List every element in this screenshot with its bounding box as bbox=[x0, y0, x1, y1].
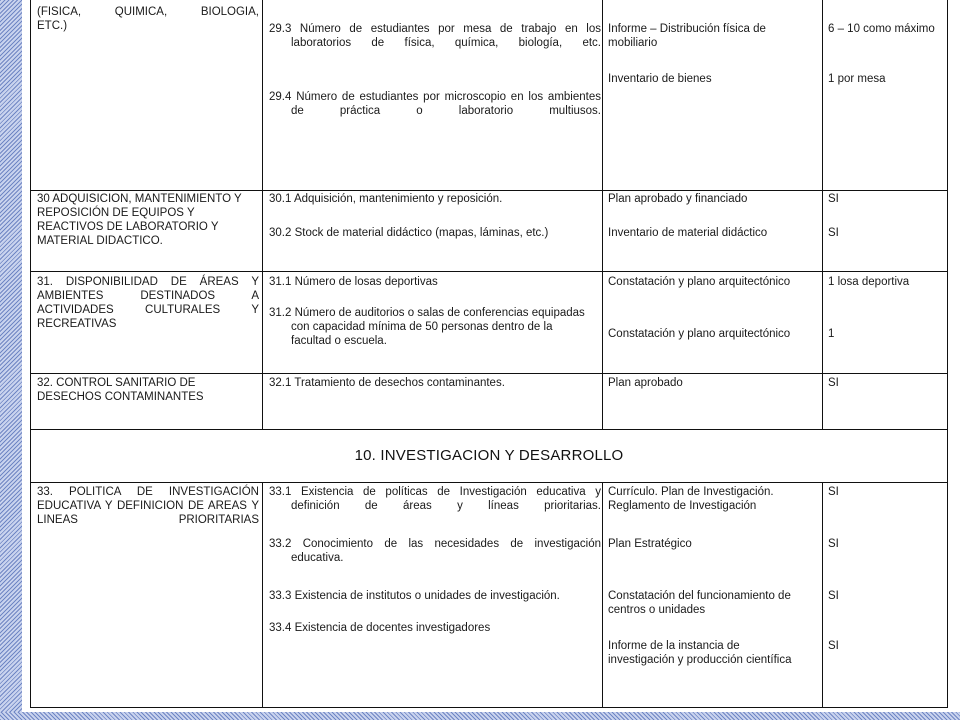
criterion-cell-33: 33. POLITICA DE INVESTIGACIÓN EDUCATIVA Y DEFINICION DE AREAS Y LINEAS PRIORITARIAS bbox=[37, 486, 259, 526]
indicator-31-1: 31.1 Número de losas deportivas bbox=[269, 276, 438, 288]
col-divider bbox=[262, 482, 263, 708]
source-29-3: Informe – Distribución física de mobiliario bbox=[608, 23, 766, 49]
slide-frame-bottom bbox=[0, 712, 960, 720]
indicator-30-1: 30.1 Adquisición, mantenimiento y reposición. bbox=[269, 193, 503, 205]
indicator-33-3: 33.3 Existencia de institutos o unidades de investigación. bbox=[269, 590, 560, 602]
criterion-cell-30: 30 ADQUISICION, MANTENIMIENTO Y REPOSICIÓN DE EQUIPOS Y REACTIVOS DE LABORATORIO Y MATERIAL DIDACTICO. bbox=[37, 193, 242, 247]
source-32-1: Plan aprobado bbox=[608, 377, 683, 389]
source-29-4: Inventario de bienes bbox=[608, 73, 712, 85]
standard-33-3: SI bbox=[828, 590, 839, 602]
slide-frame-left bbox=[0, 0, 22, 720]
col-divider bbox=[602, 0, 603, 429]
section-title: 10. INVESTIGACION Y DESARROLLO bbox=[354, 447, 624, 464]
indicator-33-2: 33.2 Conocimiento de las necesidades de investigación educativa. bbox=[269, 538, 601, 564]
source-33-2: Plan Estratégico bbox=[608, 538, 692, 550]
col-divider bbox=[262, 0, 263, 429]
row-divider bbox=[31, 271, 947, 272]
standard-31-1: 1 losa deportiva bbox=[828, 276, 910, 288]
standard-29-4: 1 por mesa bbox=[828, 73, 886, 85]
indicator-29-4: 29.4 Número de estudiantes por microscopio en los ambientes de práctica o laboratorio multiusos. bbox=[269, 91, 601, 117]
standard-30-1: SI bbox=[828, 193, 839, 205]
indicator-29-3: 29.3 Número de estudiantes por mesa de trabajo en los laboratorios de física, química, biología, etc. bbox=[269, 23, 601, 49]
indicator-33-4: 33.4 Existencia de docentes investigadores bbox=[269, 622, 491, 634]
source-31-2: Constatación y plano arquitectónico bbox=[608, 328, 791, 340]
standard-33-4: SI bbox=[828, 640, 839, 652]
criterion-cell-29-line2: ETC.) bbox=[37, 20, 68, 32]
indicator-31-2: 31.2 Número de auditorios o salas de conferencias equipadas con capacidad mínima de 50 personas dentro de la facultad o escuela. bbox=[269, 307, 585, 347]
col-divider bbox=[822, 482, 823, 708]
source-33-1: Currículo. Plan de Investigación. Reglamento de Investigación bbox=[608, 486, 774, 512]
col-divider bbox=[602, 482, 603, 708]
criterion-cell-32: 32. CONTROL SANITARIO DE DESECHOS CONTAMINANTES bbox=[37, 377, 204, 403]
standard-32-1: SI bbox=[828, 377, 839, 389]
criterion-cell-31: 31. DISPONIBILIDAD DE ÁREAS Y AMBIENTES DESTINADOS A ACTIVIDADES CULTURALES Y RECREATIVAS bbox=[37, 276, 259, 330]
source-33-3: Constatación del funcionamiento de centros o unidades bbox=[608, 590, 791, 616]
source-30-1: Plan aprobado y financiado bbox=[608, 193, 748, 205]
col-divider bbox=[822, 0, 823, 429]
document-table bbox=[30, 0, 948, 708]
indicator-33-1: 33.1 Existencia de políticas de Investigación educativa y definición de áreas y líneas prioritarias. bbox=[269, 486, 601, 512]
criterion-cell-29-line1: (FISICA, QUIMICA, BIOLOGIA, bbox=[37, 6, 259, 18]
indicator-32-1: 32.1 Tratamiento de desechos contaminantes. bbox=[269, 377, 505, 389]
row-divider bbox=[31, 373, 947, 374]
source-30-2: Inventario de material didáctico bbox=[608, 227, 768, 239]
standard-30-2: SI bbox=[828, 227, 839, 239]
standard-31-2: 1 bbox=[828, 328, 835, 340]
row-divider bbox=[31, 190, 947, 191]
standard-33-1: SI bbox=[828, 486, 839, 498]
indicator-30-2: 30.2 Stock de material didáctico (mapas, láminas, etc.) bbox=[269, 227, 549, 239]
standard-33-2: SI bbox=[828, 538, 839, 550]
source-31-1: Constatación y plano arquitectónico bbox=[608, 276, 791, 288]
source-33-4: Informe de la instancia de investigación y producción científica bbox=[608, 640, 792, 666]
row-divider bbox=[31, 429, 947, 430]
row-divider bbox=[31, 482, 947, 483]
standard-29-3: 6 – 10 como máximo bbox=[828, 23, 935, 35]
